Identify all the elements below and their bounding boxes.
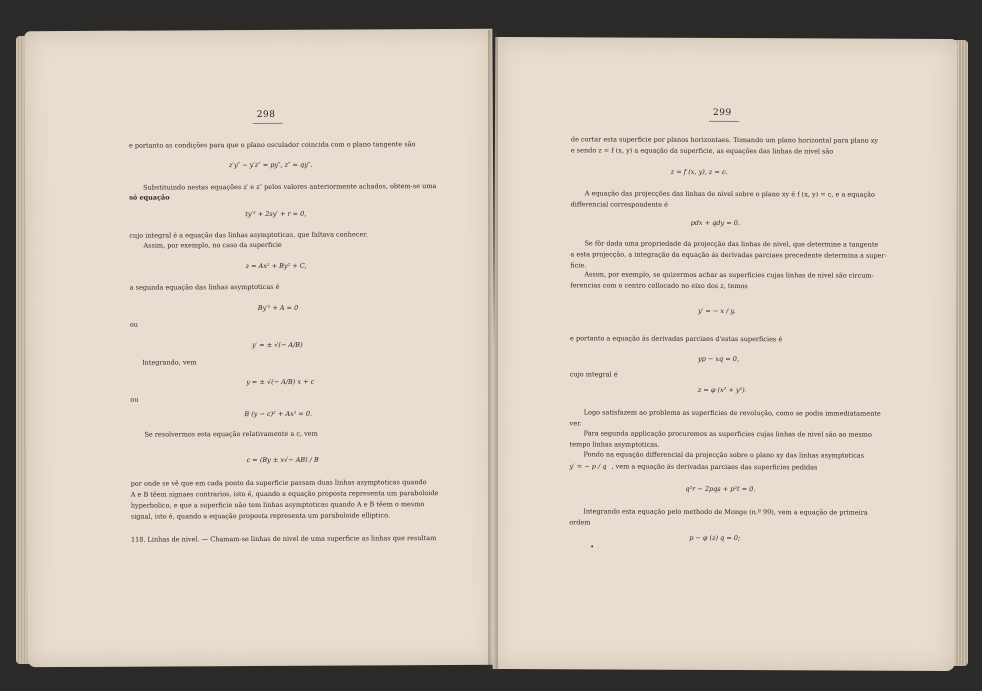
ink-dot (591, 545, 593, 547)
text-line: ficie. (570, 261, 587, 270)
equation: z = φ (x² + y²). (697, 385, 747, 395)
right-page (493, 37, 958, 671)
equation: z′y″ − y′z″ = py″, z″ = qy″. (229, 160, 313, 170)
page-number-rule (253, 123, 283, 124)
text-line: Pondo na equação differencial da projecção sobre o plano xy das linhas asymptoticas (583, 450, 865, 460)
equation: y′ = − p / q (569, 462, 607, 471)
section-heading: 118. Linhas de nivel. — Chamam-se linhas de nivel de uma superficie as linhas que resultam (130, 534, 437, 544)
text-line: a segunda equação das linhas asymptoticas é (129, 282, 280, 292)
text-line: , vem a equação ás derivadas parciaes das superficies pedidas (611, 462, 818, 472)
left-page (24, 29, 495, 667)
text-line: A equação das projecções das linhas de nivel sobre o plano xy é f (x, y) = c, e a equação (584, 189, 875, 199)
book-gutter (488, 30, 498, 670)
text-line: differencial correspondente é (570, 200, 669, 209)
equation: y′ = − x / y, (698, 306, 736, 316)
text-line: Integrando esta equação pelo methodo de Monge (n.º 99), vem a equação de primeira (583, 507, 868, 517)
text-line: Se fôr dada uma propriedade da projecção das linhas de nivel, que determine a tangente (584, 239, 879, 249)
text-line: Integrando, vem (142, 358, 197, 367)
text-line: só equação (129, 193, 170, 202)
text-line: hyperbolico, e que a superficie não tem linhas asymptoticas quando A e B têem o mesmo (130, 500, 425, 510)
text-line: e portanto a equação ás derivadas parciaes d'estas superficies é (570, 334, 783, 344)
text-line: ou (129, 320, 139, 329)
equation: c = (By ± x√− AB) / B (246, 455, 319, 465)
text-line: Assim, por exemplo, se quizermos achar as superficies cujas linhas de nivel são circum- (584, 270, 874, 280)
text-line: cujo integral é a equação das linhas asymptoticas, que faltava conhecer. (129, 230, 368, 240)
text-line: Se resolvermos esta equação relativamente a c, vem (144, 429, 318, 439)
equation: y′ = ± √(− A/B) (251, 340, 303, 350)
text-line: de cortar esta superficie por planos horizontaes. Tomando um plano horizontal para plano xy (570, 135, 879, 145)
equation: y = ± √(− A/B) x + c (246, 377, 315, 387)
text-line: ou (130, 395, 139, 404)
equation: p − φ (z) q = 0; (689, 533, 741, 543)
text-line: tempo linhas asymptoticas. (569, 440, 660, 449)
text-line: ver. (569, 419, 582, 428)
text-line: ferencias com o centro collocado no eixo dos z, temos (570, 281, 748, 291)
text-line: por onde se vê que em cada ponto da superficie passam duas linhas asymptoticas quando (130, 478, 427, 488)
equation: z = f (x, y), z = c. (670, 167, 728, 177)
page-number: 299 (713, 107, 732, 119)
text-line: Logo satisfazem ao problema as superficies de revolução, como se podia immediatamente (583, 408, 881, 418)
text-line: e portanto as condições para que o plano osculador coincida com o plano tangente são (128, 140, 416, 150)
text-line: ordem (569, 518, 591, 527)
equation: z = Ax² + By² + C, (245, 261, 307, 271)
text-line: cujo integral é (569, 370, 618, 379)
equation: ty′² + 2sy′ + r = 0, (245, 209, 307, 219)
text-line: signal, isto é, quando a equação proposta representa um paraboloide elliptico. (130, 511, 391, 521)
text-line: Para segunda applicação procuremos as superficies cujas linhas de nivel são ao mesmo (583, 429, 872, 439)
text-line: Assim, por exemplo, no caso da superficie (143, 240, 282, 250)
equation: yp − xq = 0, (697, 354, 740, 364)
text-line: e sendo z = f (x, y) a equação da superficie, as equações das linhas de nivel são (570, 146, 834, 156)
equation: By′² + A = 0 (257, 303, 299, 313)
text-line: a esta projecção, a integração da equação ás derivadas parciaes precedente determina a super- (570, 250, 887, 260)
text-line: Substituindo nestas equações z′ e z″ pelos valores anteriormente achados, obtem-se uma (143, 182, 437, 192)
equation: q²r − 2pqs + p²t = 0. (685, 484, 756, 494)
text-line: A e B têem signaes contrarios, isto é, quando a equação proposta representa um paraboloide (130, 489, 439, 499)
page-number: 298 (256, 109, 276, 121)
page-number-rule (709, 121, 739, 122)
equation: pdx + qdy = 0. (690, 218, 740, 228)
equation: B (y − c)² + Ax² = 0. (244, 409, 313, 419)
